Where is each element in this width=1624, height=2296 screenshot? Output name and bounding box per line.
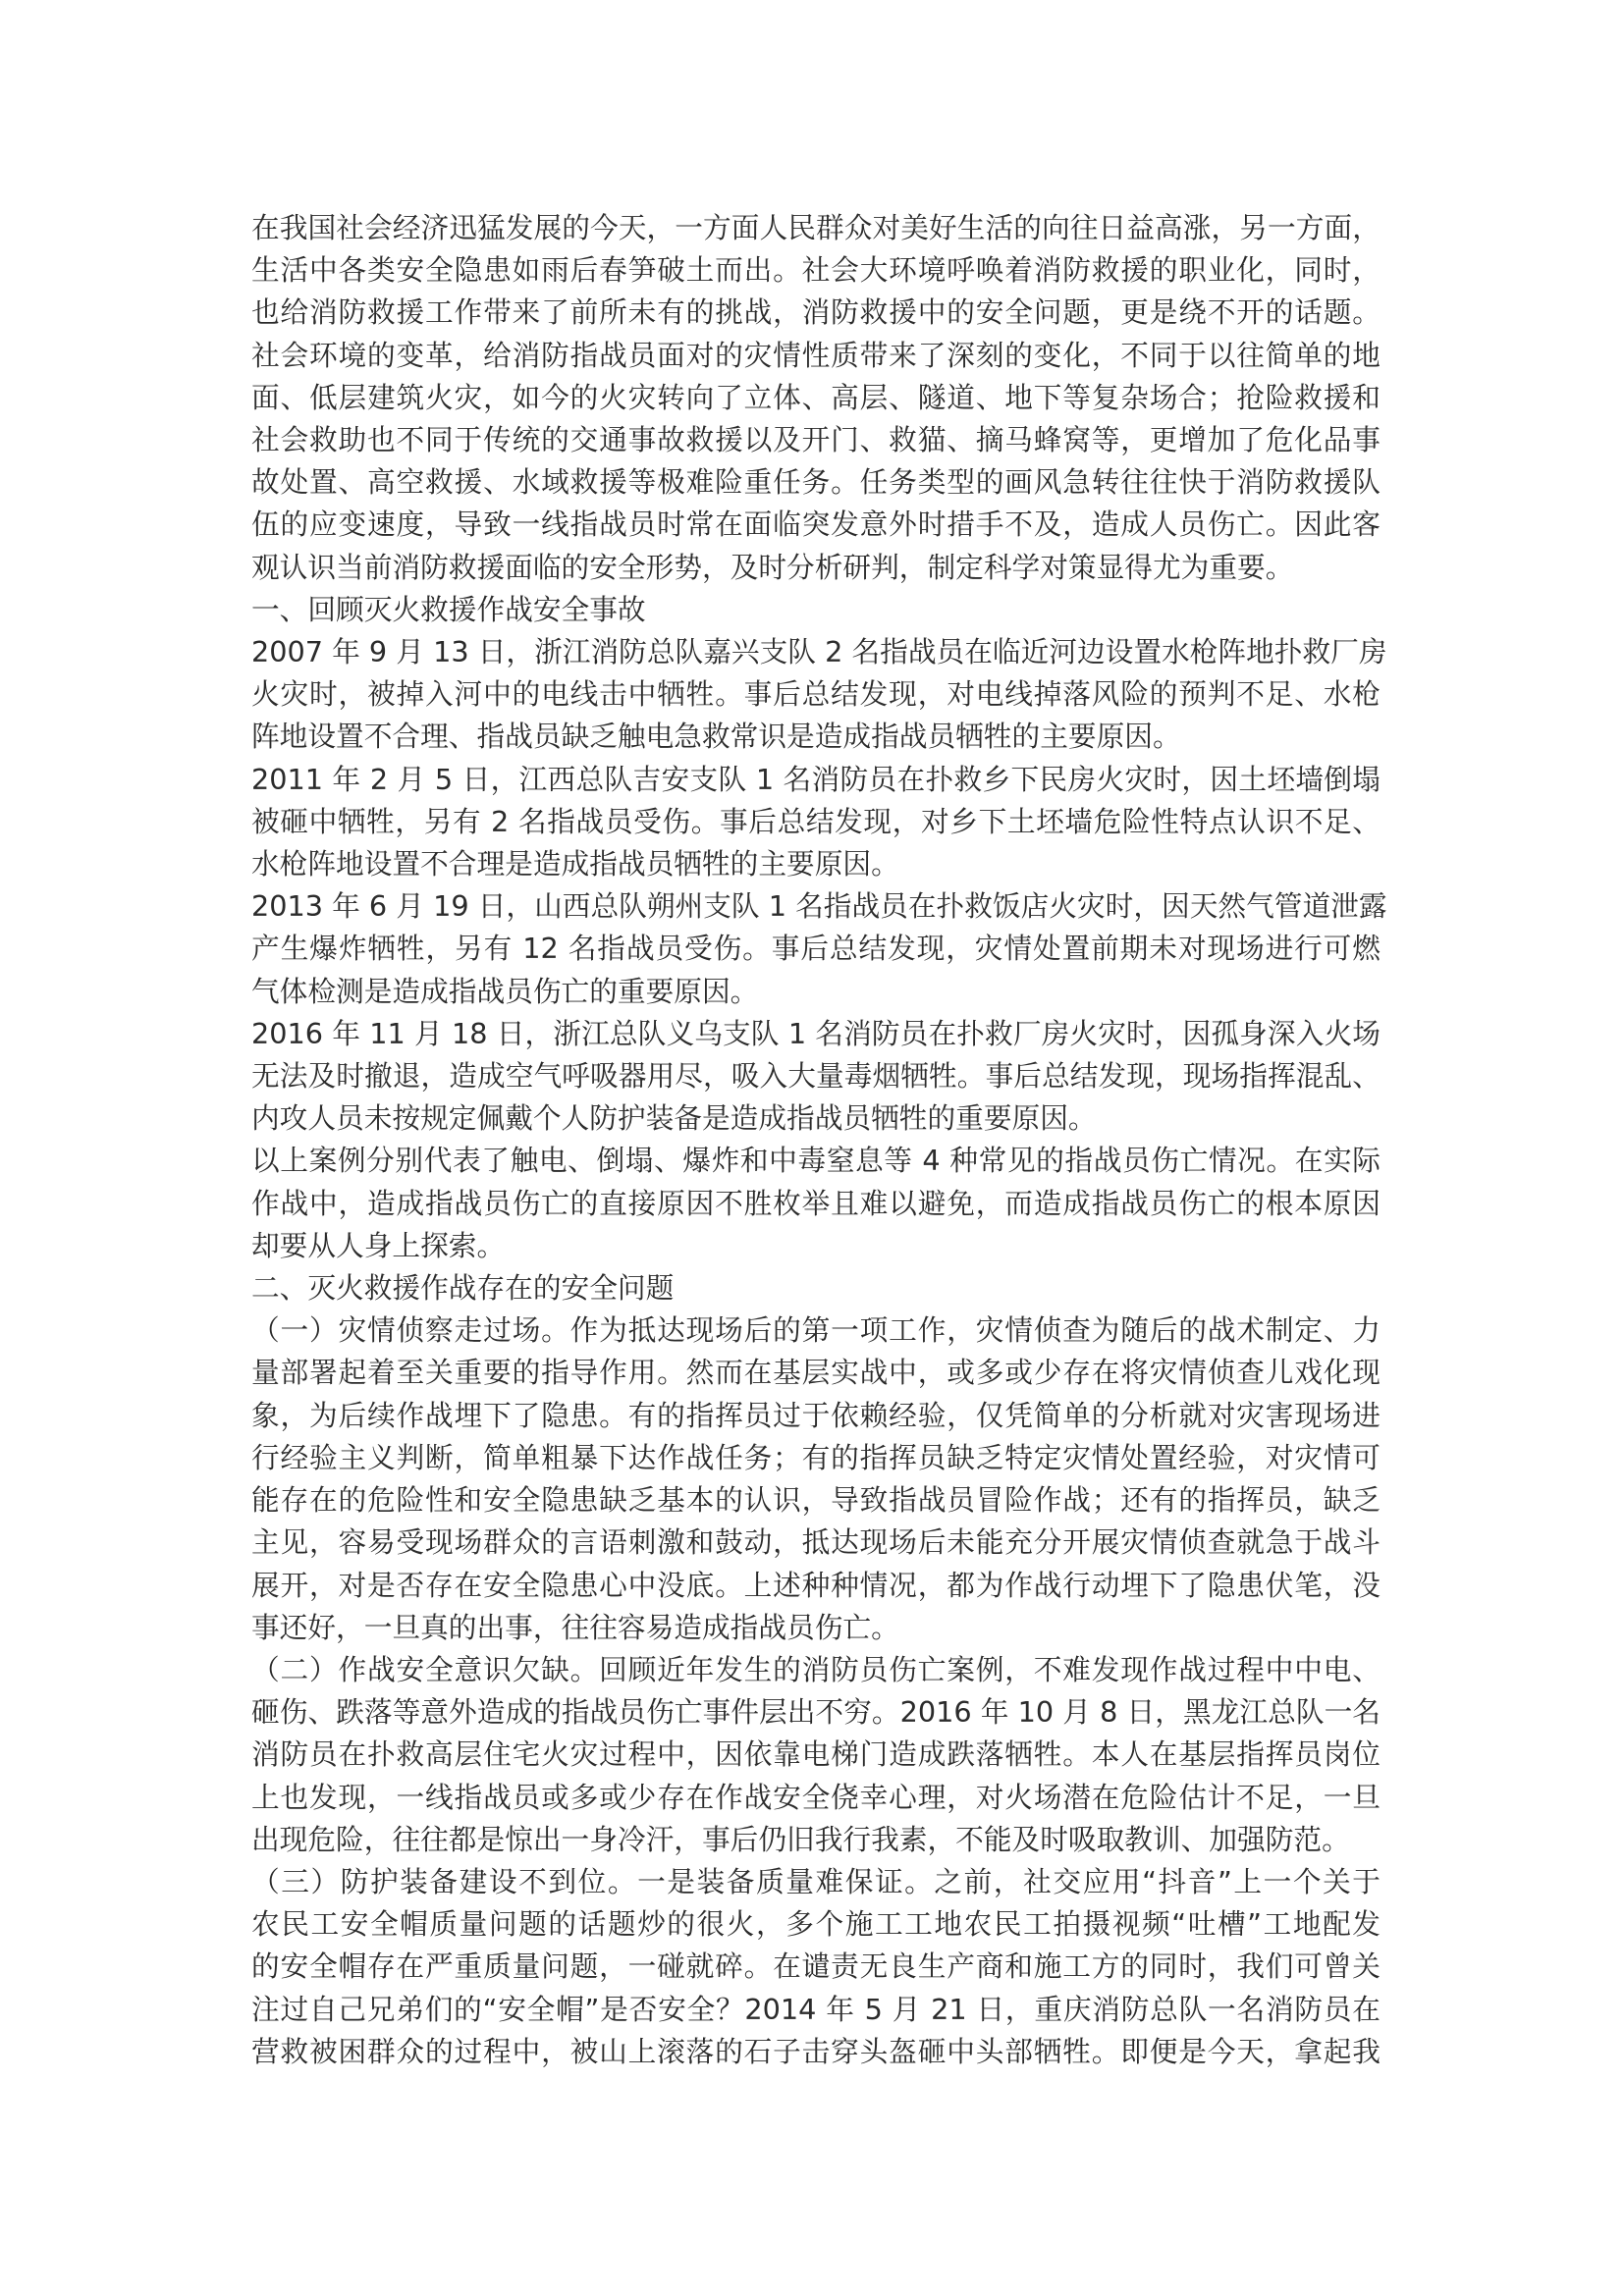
- text-line: 2016 年 11 月 18 日，浙江总队义乌支队 1 名消防员在扑救厂房火灾时，因孤身深入火场: [251, 1016, 1380, 1050]
- section-heading: [251, 1267, 1380, 1309]
- text-line: 气体检测是造成指战员伤亡的重要原因。: [251, 974, 759, 1008]
- text-line: 也给消防救援工作带来了前所未有的挑战，消防救援中的安全问题，更是绕不开的话题。: [251, 295, 1380, 330]
- text-line: 能存在的危险性和安全隐患缺乏基本的认识，导致指战员冒险作战；还有的指挥员，缺乏: [251, 1483, 1380, 1518]
- text-line: 展开，对是否存在安全隐患心中没底。上述种种情况，都为作战行动埋下了隐患伏笔，没: [251, 1568, 1380, 1602]
- text-line: 二、灭火救援作战存在的安全问题: [251, 1271, 675, 1306]
- text-line: 2011 年 2 月 5 日，江西总队吉安支队 1 名消防员在扑救乡下民房火灾时，因土坯墙倒塌: [251, 762, 1380, 796]
- text-line: 却要从人身上探索。: [251, 1228, 506, 1262]
- text-line: 无法及时撤退，造成空气呼吸器用尽，吸入大量毒烟牺牲。事后总结发现，现场指挥混乱、: [251, 1059, 1380, 1094]
- text-line: 以上案例分别代表了触电、倒塌、爆炸和中毒窒息等 4 种常见的指战员伤亡情况。在实际: [251, 1144, 1380, 1178]
- text-line: 出现危险，往往都是惊出一身冷汗，事后仍旧我行我素，不能及时吸取教训、加强防范。: [251, 1822, 1350, 1856]
- section-heading: [251, 589, 1380, 631]
- text-line: 量部署起着至关重要的指导作用。然而在基层实战中，或多或少存在将灾情侦查儿戏化现: [251, 1356, 1380, 1390]
- text-line: 农民工安全帽质量问题的话题炒的很火，多个施工工地农民工拍摄视频“吐槽”工地配发: [251, 1907, 1380, 1942]
- text-line: 营救被困群众的过程中，被山上滚落的石子击穿头盔砸中头部牺牲。即便是今天，拿起我: [251, 2034, 1380, 2068]
- text-line: 生活中各类安全隐患如雨后春笋破土而出。社会大环境呼唤着消防救援的职业化，同时，: [251, 253, 1380, 288]
- text-line: 作战中，造成指战员伤亡的直接原因不胜枚举且难以避免，而造成指战员伤亡的根本原因: [251, 1186, 1380, 1220]
- text-line: 火灾时，被掉入河中的电线击中牺牲。事后总结发现，对电线掉落风险的预判不足、水枪: [251, 677, 1380, 712]
- paragraph: [251, 207, 1380, 589]
- text-line: 故处置、高空救援、水域救援等极难险重任务。任务类型的画风急转往往快于消防救援队: [251, 465, 1380, 500]
- text-line: （一）灾情侦察走过场。作为抵达现场后的第一项工作，灾情侦查为随后的战术制定、力: [251, 1313, 1380, 1348]
- text-line: 面、低层建筑火灾，如今的火灾转向了立体、高层、隧道、地下等复杂场合；抢险救援和: [251, 380, 1380, 414]
- text-line: 观认识当前消防救援面临的安全形势，及时分析研判，制定科学对策显得尤为重要。: [251, 550, 1294, 584]
- text-line: 主见，容易受现场群众的言语刺激和鼓动，抵达现场后未能充分开展灾情侦查就急于战斗: [251, 1525, 1380, 1560]
- paragraph: [251, 1309, 1380, 1649]
- paragraph: [251, 1013, 1380, 1141]
- document-body: [251, 207, 1387, 2073]
- text-line: 伍的应变速度，导致一线指战员时常在面临突发意外时措手不及，造成人员伤亡。因此客: [251, 507, 1380, 542]
- text-line: 内攻人员未按规定佩戴个人防护装备是造成指战员牺牲的重要原因。: [251, 1101, 1097, 1136]
- paragraph: [251, 759, 1380, 886]
- text-line: 消防员在扑救高层住宅火灾过程中，因依靠电梯门造成跌落牺牲。本人在基层指挥员岗位: [251, 1737, 1380, 1772]
- text-line: 在我国社会经济迅猛发展的今天，一方面人民群众对美好生活的向往日益高涨，另一方面，: [251, 211, 1380, 244]
- text-line: 上也发现，一线指战员或多或少存在作战安全侥幸心理，对火场潜在危险估计不足，一旦: [251, 1780, 1380, 1814]
- text-line: 2007 年 9 月 13 日，浙江消防总队嘉兴支队 2 名指战员在临近河边设置水枪阵地扑救厂房: [251, 635, 1387, 669]
- text-line: 社会救助也不同于传统的交通事故救援以及开门、救猫、摘马蜂窝等，更增加了危化品事: [251, 423, 1380, 457]
- text-line: 砸伤、跌落等意外造成的指战员伤亡事件层出不穷。2016 年 10 月 8 日，黑龙江总队一名: [251, 1695, 1380, 1730]
- text-line: 行经验主义判断，简单粗暴下达作战任务；有的指挥员缺乏特定灾情处置经验，对灾情可: [251, 1440, 1380, 1474]
- text-line: 阵地设置不合理、指战员缺乏触电急救常识是造成指战员牺牲的主要原因。: [251, 720, 1181, 754]
- text-line: （二）作战安全意识欠缺。回顾近年发生的消防员伤亡案例，不难发现作战过程中中电、: [251, 1652, 1380, 1686]
- text-line: （三）防护装备建设不到位。一是装备质量难保证。之前，社交应用“抖音”上一个关于: [251, 1864, 1380, 1898]
- paragraph: [251, 631, 1387, 759]
- paragraph: [251, 885, 1387, 1013]
- text-line: 社会环境的变革，给消防指战员面对的灾情性质带来了深刻的变化，不同于以往简单的地: [251, 338, 1380, 372]
- text-line: 一、回顾灭火救援作战安全事故: [251, 592, 646, 626]
- text-line: 事还好，一旦真的出事，往往容易造成指战员伤亡。: [251, 1610, 899, 1644]
- text-line: 产生爆炸牺牲，另有 12 名指战员受伤。事后总结发现，灾情处置前期未对现场进行可燃: [251, 932, 1380, 966]
- text-line: 注过自己兄弟们的“安全帽”是否安全？2014 年 5 月 21 日，重庆消防总队一名消防员在: [251, 1992, 1380, 2026]
- text-line: 象，为后续作战埋下了隐患。有的指挥员过于依赖经验，仅凭简单的分析就对灾害现场进: [251, 1398, 1380, 1432]
- paragraph: [251, 1140, 1380, 1267]
- paragraph: [251, 1861, 1380, 2073]
- text-line: 被砸中牺牲，另有 2 名指战员受伤。事后总结发现，对乡下土坯墙危险性特点认识不足、: [251, 804, 1380, 838]
- paragraph: [251, 1649, 1380, 1861]
- text-line: 的安全帽存在严重质量问题，一碰就碎。在谴责无良生产商和施工方的同时，我们可曾关: [251, 1949, 1380, 1984]
- text-line: 2013 年 6 月 19 日，山西总队朔州支队 1 名指战员在扑救饭店火灾时，因天然气管道泄露: [251, 889, 1387, 924]
- text-line: 水枪阵地设置不合理是造成指战员牺牲的主要原因。: [251, 847, 899, 881]
